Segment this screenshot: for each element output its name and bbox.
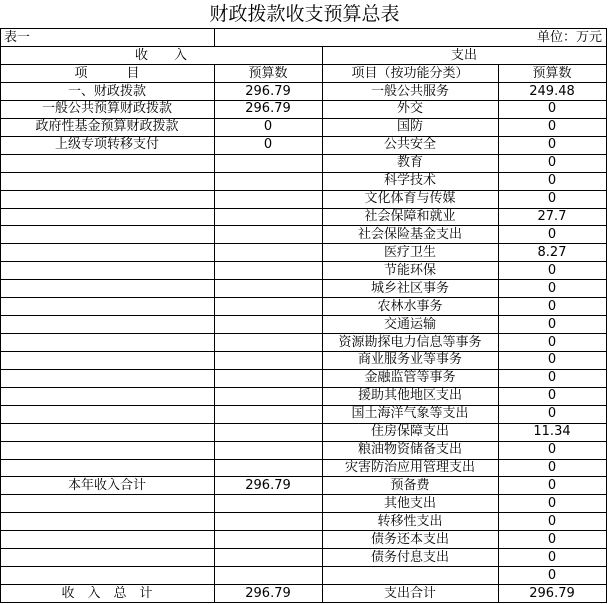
expense-item: 文化体育与传媒 <box>364 191 456 207</box>
row-divider <box>0 279 607 280</box>
expense-item <box>322 567 498 584</box>
income-item: 一、财政拨款 <box>67 83 146 99</box>
row-divider <box>0 530 607 531</box>
row-divider <box>0 512 607 513</box>
row-divider <box>0 387 607 388</box>
expense-item: 城乡社区事务 <box>370 280 449 296</box>
expense-value: 0 <box>547 101 557 117</box>
expense-item-header: 项目（按功能分类） <box>351 65 469 81</box>
row-divider <box>0 136 607 137</box>
row-divider <box>0 297 607 298</box>
expense-item: 社会保险基金支出 <box>357 226 462 242</box>
row-divider <box>0 476 607 477</box>
income-value: 296.79 <box>245 83 291 99</box>
table-number: 表一 <box>4 30 31 45</box>
expense-value: 0 <box>547 406 557 422</box>
expense-value: 0 <box>547 155 557 171</box>
income-item: 上级专项转移支付 <box>54 137 159 153</box>
expense-value: 0 <box>547 495 557 511</box>
year-income-total-value: 296.79 <box>245 477 291 493</box>
row-divider <box>0 118 607 119</box>
expense-value: 0 <box>547 531 557 547</box>
expense-value: 0 <box>547 137 557 153</box>
expense-value: 27.7 <box>537 209 567 224</box>
income-value: 296.79 <box>245 101 291 117</box>
row-divider <box>0 46 607 47</box>
expense-item: 公共安全 <box>383 137 436 153</box>
expense-value: 11.34 <box>533 424 571 440</box>
expense-item: 其他支出 <box>383 495 436 511</box>
expense-value: 0 <box>547 280 557 296</box>
expense-value: 249.48 <box>529 83 575 99</box>
expense-value: 0 <box>547 298 557 314</box>
expense-value: 0 <box>547 191 557 207</box>
row-divider <box>0 369 607 370</box>
column-divider <box>214 64 215 602</box>
expense-item: 科学技术 <box>383 173 436 189</box>
column-divider <box>606 28 607 602</box>
expense-item: 农林水事务 <box>377 298 443 314</box>
row-divider <box>0 100 607 101</box>
expense-item: 交通运输 <box>383 316 436 332</box>
expense-item: 一般公共服务 <box>370 83 449 99</box>
expense-item: 粮油物资储备支出 <box>357 442 462 458</box>
expense-value: 0 <box>547 513 557 529</box>
row-divider <box>0 333 607 334</box>
row-divider <box>0 28 607 29</box>
year-income-total-label: 本年收入合计 <box>67 477 146 493</box>
row-divider <box>0 315 607 316</box>
expense-item: 灾害防治应用管理支出 <box>344 460 475 476</box>
expense-item: 转移性支出 <box>377 513 443 529</box>
column-divider <box>214 28 215 46</box>
expense-value: 0 <box>547 442 557 458</box>
expense-item: 商业服务业等事务 <box>357 352 462 368</box>
row-divider <box>0 190 607 191</box>
expense-item: 国防 <box>396 119 423 135</box>
expense-value: 0 <box>547 226 557 242</box>
expense-budget-header: 预算数 <box>532 65 572 81</box>
expense-value: 0 <box>547 477 557 493</box>
income-grand-total-label: 收 入 总 计 <box>61 585 153 601</box>
income-group-header: 收 入 <box>134 47 187 63</box>
expense-value: 0 <box>547 334 557 350</box>
column-divider <box>0 28 1 602</box>
income-budget-header: 预算数 <box>248 65 288 81</box>
expense-value: 0 <box>547 316 557 332</box>
expense-item: 教育 <box>396 155 423 171</box>
expense-item: 节能环保 <box>383 262 436 278</box>
row-divider <box>0 351 607 352</box>
expense-value: 0 <box>547 119 557 135</box>
expense-grand-total-value: 296.79 <box>529 585 575 601</box>
expense-item: 债务付息支出 <box>370 549 449 565</box>
income-item-header: 项 目 <box>74 65 140 81</box>
expense-value: 0 <box>547 352 557 368</box>
row-divider <box>0 494 607 495</box>
row-divider <box>0 225 607 226</box>
unit-label: 单位：万元 <box>536 30 602 45</box>
row-divider <box>0 261 607 262</box>
expense-grand-total-label: 支出合计 <box>383 585 436 601</box>
expense-value: 0 <box>547 262 557 278</box>
expense-value: 0 <box>547 460 557 476</box>
income-grand-total-value: 296.79 <box>245 585 291 601</box>
expense-item: 援助其他地区支出 <box>357 388 462 404</box>
column-divider <box>498 64 499 602</box>
row-divider <box>0 154 607 155</box>
expense-item: 资源勘探电力信息等事务 <box>338 334 482 350</box>
row-divider <box>0 441 607 442</box>
row-divider <box>0 243 607 244</box>
row-divider <box>0 405 607 406</box>
expense-item: 债务还本支出 <box>370 531 449 547</box>
page-title: 财政拨款收支预算总表 <box>209 3 400 25</box>
income-value: 0 <box>263 137 273 153</box>
expense-value: 0 <box>547 549 557 565</box>
row-divider <box>0 82 607 83</box>
expense-item: 社会保障和就业 <box>364 209 456 224</box>
expense-item: 金融监管等事务 <box>364 370 456 386</box>
row-divider <box>0 459 607 460</box>
row-divider <box>0 602 607 603</box>
expense-item: 住房保障支出 <box>370 424 449 440</box>
row-divider <box>0 423 607 424</box>
income-item: 政府性基金预算财政拨款 <box>35 119 179 135</box>
expense-value: 0 <box>547 370 557 386</box>
expense-value: 0 <box>547 173 557 189</box>
expense-item: 医疗卫生 <box>383 244 436 260</box>
row-divider <box>0 566 607 567</box>
income-value: 0 <box>263 119 273 135</box>
row-divider <box>0 64 607 65</box>
expense-value: 0 <box>547 567 557 583</box>
column-divider <box>322 46 323 602</box>
expense-item: 预备费 <box>390 477 430 493</box>
income-item: 一般公共预算财政拨款 <box>41 101 172 117</box>
row-divider <box>0 208 607 209</box>
expense-item: 外交 <box>396 101 423 117</box>
expense-value: 0 <box>547 388 557 404</box>
expense-group-header: 支出 <box>450 47 477 63</box>
row-divider <box>0 548 607 549</box>
row-divider <box>0 584 607 585</box>
row-divider <box>0 172 607 173</box>
expense-item: 国土海洋气象等支出 <box>351 406 469 422</box>
expense-value: 8.27 <box>537 244 567 260</box>
